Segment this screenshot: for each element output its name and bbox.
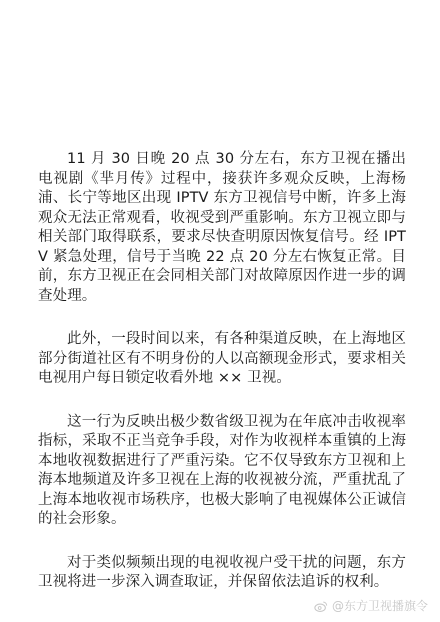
watermark-text: @东方卫视播旗令 — [331, 599, 428, 613]
statement-body — [38, 150, 406, 617]
weibo-watermark — [314, 597, 428, 614]
paragraph-4: 对于类似频频出现的电视收视户受干扰的问题，东方卫视将进一步深入调查取证，并保留依法追诉的权利。 — [38, 554, 406, 590]
weibo-logo-icon — [314, 599, 328, 613]
paragraph-2: 此外，一段时间以来，有各种渠道反映，在上海地区部分街道社区有不明身份的人以高额现金形式，要求相关电视用户每日锁定收看外地 ×× 卫视。 — [38, 331, 406, 386]
paragraph-1: 11 月 30 日晚 20 点 30 分左右，东方卫视在播出电视剧《芈月传》过程中，接获许多观众反映，上海杨浦、长宁等地区出现 IPTV 东方卫视信号中断，许多上海观众无法正常观看，收视受到严重影响。东方卫视立即与相关部门取得联系，要求尽快查明原因恢复信号。经 IPTV 紧急处理，信号于当晚 22 点 20 分左右恢复正常。目前，东方卫视正在会同相关部门对故障原因作进一步的调查处理。 — [38, 151, 406, 304]
paragraph-3: 这一行为反映出极少数省级卫视为在年底冲击收视率指标，采取不正当竞争手段，对作为收视样本重镇的上海本地收视数据进行了严重污染。它不仅导致东方卫视和上海本地频道及许多卫视在上海的收视被分流，严重扰乱了上海本地收视市场秩序，也极大影响了电视媒体公正诚信的社会形象。 — [38, 413, 406, 527]
